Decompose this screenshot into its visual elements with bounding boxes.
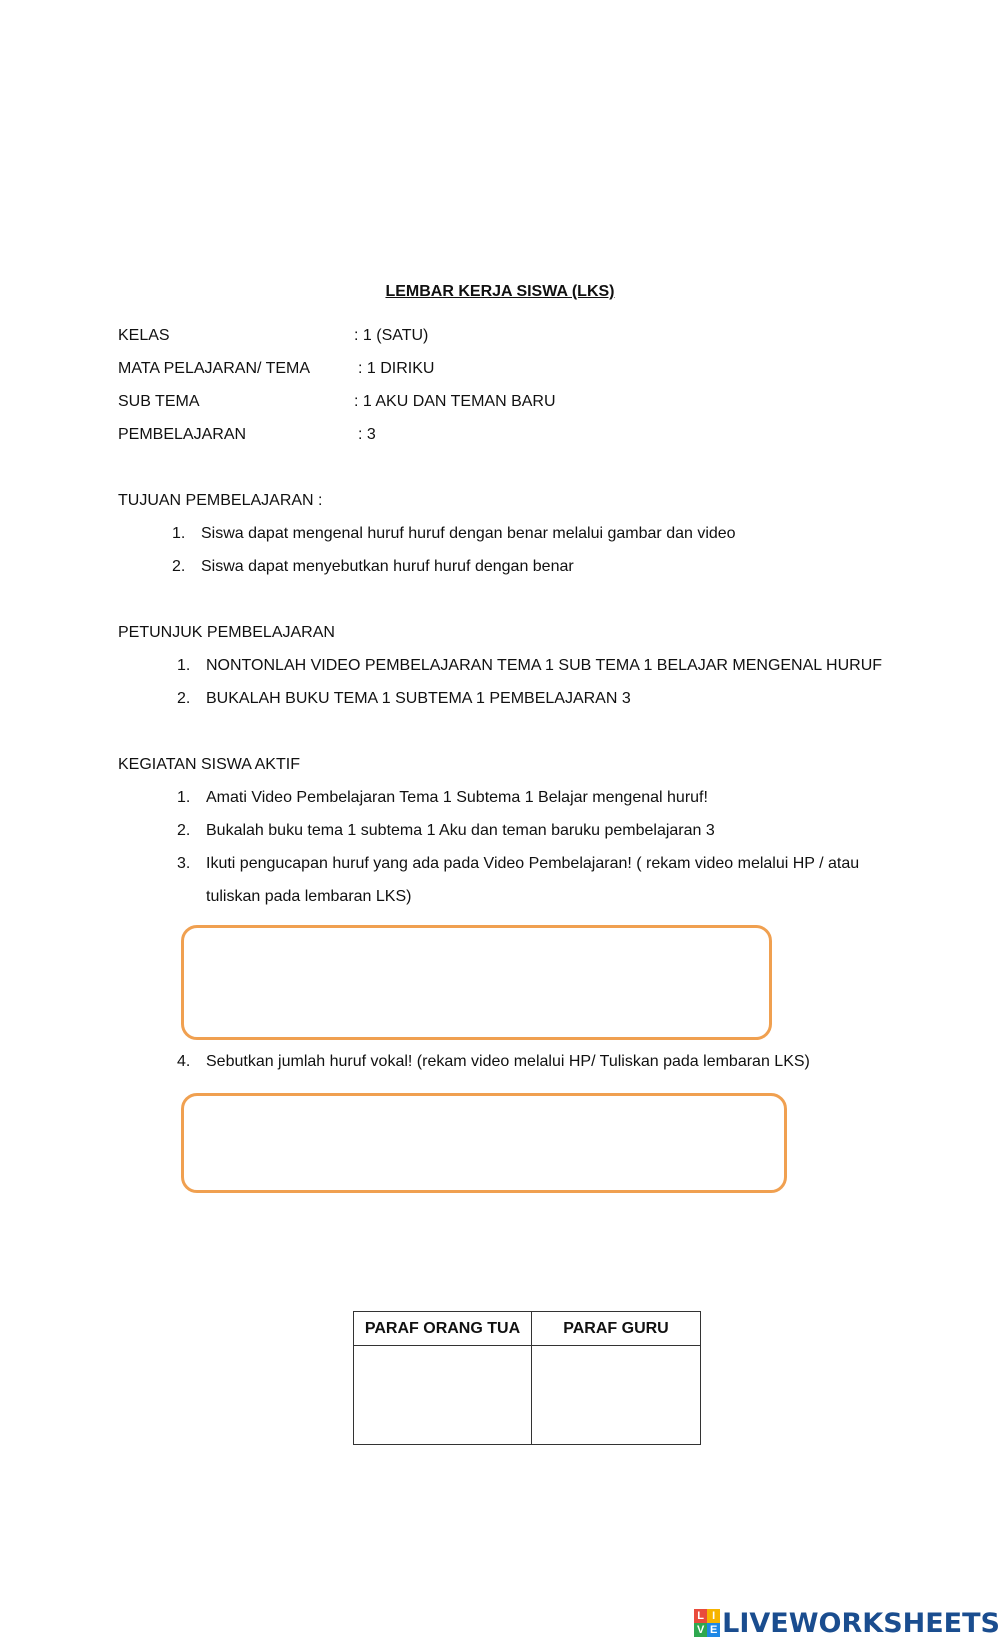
logo-mark-letter: I [707,1609,720,1623]
header-paraf-orang-tua: PARAF ORANG TUA [354,1312,532,1346]
list-number: 1. [177,789,191,806]
list-text: Siswa dapat menyebutkan huruf huruf dengan benar [201,558,574,575]
list-text: NONTONLAH VIDEO PEMBELAJARAN TEMA 1 SUB TEMA 1 BELAJAR MENGENAL HURUF [206,657,883,674]
table-header-row [354,1312,701,1346]
info-label: PEMBELAJARAN [118,426,247,443]
logo-mark-letter: V [694,1623,707,1637]
logo-text: LIVEWORKSHEETS [722,1607,1000,1639]
list-text: BUKALAH BUKU TEMA 1 SUBTEMA 1 PEMBELAJARAN 3 [206,690,631,707]
logo-mark-icon [694,1609,720,1637]
info-label: SUB TEMA [118,393,200,410]
list-number: 2. [177,690,191,707]
header-paraf-guru: PARAF GURU [532,1312,701,1346]
list-number: 4. [177,1053,191,1070]
list-number: 1. [177,657,191,674]
section-kegiatan-heading: KEGIATAN SISWA AKTIF [118,756,300,773]
logo-mark-letter: L [694,1609,707,1623]
answer-box-2[interactable] [181,1093,787,1193]
info-label: MATA PELAJARAN/ TEMA [118,360,311,377]
signature-cell-guru[interactable] [532,1346,701,1445]
section-tujuan-heading: TUJUAN PEMBELAJARAN : [118,492,323,509]
list-text: Siswa dapat mengenal huruf huruf dengan benar melalui gambar dan video [201,525,736,542]
signature-cell-orang-tua[interactable] [354,1346,532,1445]
info-value: : 1 DIRIKU [358,360,435,377]
liveworksheets-logo [694,1606,1000,1640]
section-petunjuk-heading: PETUNJUK PEMBELAJARAN [118,624,335,641]
info-value: : 1 (SATU) [354,327,429,344]
list-text: tuliskan pada lembaran LKS) [206,888,412,905]
answer-box-1[interactable] [181,925,772,1040]
worksheet-title: LEMBAR KERJA SISWA (LKS) [385,283,615,300]
list-number: 2. [172,558,186,575]
table-row [354,1346,701,1445]
list-number: 3. [177,855,191,872]
logo-mark-letter: E [707,1623,720,1637]
info-label: KELAS [118,327,170,344]
info-value: : 1 AKU DAN TEMAN BARU [354,393,556,410]
list-text: Sebutkan jumlah huruf vokal! (rekam video melalui HP/ Tuliskan pada lembaran LKS) [206,1053,810,1070]
info-value: : 3 [358,426,376,443]
list-text: Bukalah buku tema 1 subtema 1 Aku dan teman baruku pembelajaran 3 [206,822,715,839]
list-text: Ikuti pengucapan huruf yang ada pada Video Pembelajaran! ( rekam video melalui HP / atau [206,855,860,872]
list-text: Amati Video Pembelajaran Tema 1 Subtema 1 Belajar mengenal huruf! [206,789,708,806]
signature-table [353,1311,701,1445]
list-number: 1. [172,525,186,542]
list-number: 2. [177,822,191,839]
